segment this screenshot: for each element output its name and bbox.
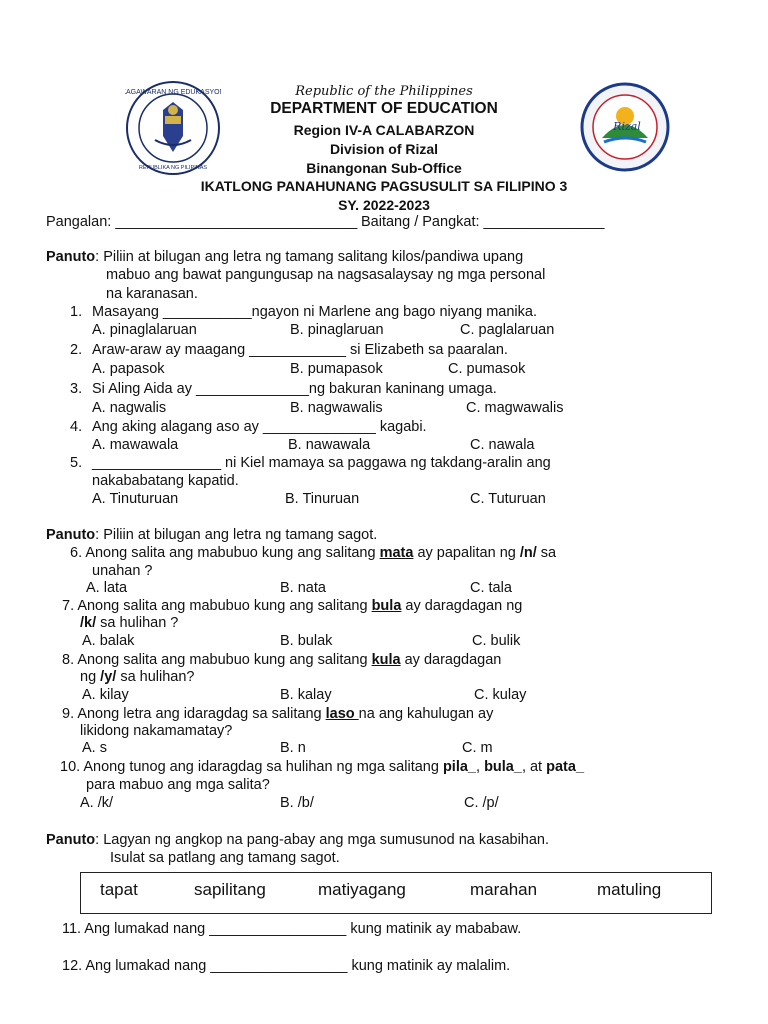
section1-instruction-line2: mabuo ang bawat pangungusap na nagsasalaysay ng mga personal [106,267,546,283]
q9-choice-a[interactable]: A. s [82,740,107,756]
q7-choice-c[interactable]: C. bulik [472,633,521,649]
question-10: 10. Anong tunog ang idaragdag sa hulihan ng mga salitang pila_, bula_, at pata_ [60,759,585,775]
q9-choice-c[interactable]: C. m [462,740,493,756]
question-6: 6. Anong salita ang mabubuo kung ang salitang mata ay papalitan ng /n/ sa [70,545,557,561]
q5-choice-b[interactable]: B. Tinuruan [285,491,360,507]
question-1: Masayang ___________ngayon ni Marlene ang bago niyang manika. [92,304,537,320]
q1-choice-a[interactable]: A. pinaglalaruan [92,322,197,338]
q5-choice-a[interactable]: A. Tinuturuan [92,491,179,507]
question-4: Ang aking alagang aso ay ______________ kagabi. [92,419,427,435]
svg-text:Rizal: Rizal [613,120,641,133]
instruction-text: : Lagyan ng angkop na pang-abay ang mga sumusunod na kasabihan. [95,832,550,848]
republic-line: Republic of the Philippines [295,84,473,99]
question-12: 12. Ang lumakad nang _________________ kung matinik ay malalim. [62,958,511,974]
word-bank-item: sapilitang [194,880,266,899]
exam-title: IKATLONG PANAHUNANG PAGSUSULIT SA FILIPINO 3 [200,178,568,194]
q9-choice-b[interactable]: B. n [280,740,306,756]
question-9: 9. Anong letra ang idaragdag sa salitang laso na ang kahulugan ay [62,706,494,722]
q10-choice-a[interactable]: A. /k/ [80,795,114,811]
question-number: 1. [70,304,83,320]
question-3: Si Aling Aida ay ______________ng bakuran kaninang umaga. [92,381,497,397]
question-10-line2: para mabuo ang mga salita? [86,777,270,793]
keyword: kula [371,652,401,668]
q3-choice-c[interactable]: C. magwawalis [466,400,564,416]
q2-choice-b[interactable]: B. pumapasok [290,361,383,377]
letter: /k/ [80,615,97,631]
question-number: 3. [70,381,83,397]
question-5-line2: nakababatang kapatid. [92,473,239,489]
keyword: pata_ [546,759,585,775]
question-7: 7. Anong salita ang mabubuo kung ang salitang bula ay daragdagan ng [62,598,523,614]
q8-choice-c[interactable]: C. kulay [474,687,527,703]
q1-choice-c[interactable]: C. paglalaruan [460,322,555,338]
school-year: SY. 2022-2023 [338,197,430,213]
keyword: bula_ [484,759,522,775]
region-line: Region IV-A CALABARZON [293,122,475,138]
q2-choice-c[interactable]: C. pumasok [448,361,526,377]
q7-choice-b[interactable]: B. bulak [280,633,333,649]
question-6-line2: unahan ? [92,563,153,579]
question-2: Araw-araw ay maagang ____________ si Elizabeth sa paaralan. [92,342,508,358]
q5-choice-c[interactable]: C. Tuturuan [470,491,546,507]
q10-choice-c[interactable]: C. /p/ [464,795,499,811]
question-5: ________________ ni Kiel mamaya sa paggawa ng takdang-aralin ang [92,455,551,471]
section3-instruction-line2: Isulat sa patlang ang tamang sagot. [110,850,340,866]
instruction-text: : Piliin at bilugan ang letra ng tamang salitang kilos/pandiwa upang [95,249,524,265]
q6-choice-c[interactable]: C. tala [470,580,512,596]
q4-choice-c[interactable]: C. nawala [470,437,535,453]
q4-choice-b[interactable]: B. nawawala [288,437,371,453]
q10-choice-b[interactable]: B. /b/ [280,795,314,811]
q7-choice-a[interactable]: A. balak [82,633,135,649]
question-number: 5. [70,455,83,471]
panuto-label: Panuto [46,249,96,265]
q3-choice-a[interactable]: A. nagwalis [92,400,167,416]
division-line: Division of Rizal [329,141,439,157]
question-9-line2: likidong nakamamatay? [80,723,233,739]
name-field: Pangalan: ______________________________ [46,214,358,230]
panuto-label: Panuto [46,527,96,543]
q3-choice-b[interactable]: B. nagwawalis [290,400,383,416]
letter: /n/ [519,545,537,561]
letter: /y/ [100,669,117,685]
suboffice-line: Binangonan Sub-Office [306,160,462,176]
q1-choice-b[interactable]: B. pinaglaruan [290,322,384,338]
question-number: 4. [70,419,83,435]
question-8-line2: ng /y/ sa hulihan? [80,669,195,685]
section1-instruction [46,249,523,265]
section1-instruction-line3: na karanasan. [106,286,198,302]
q6-choice-a[interactable]: A. lata [86,580,128,596]
word-bank-item: marahan [470,880,538,899]
question-number: 2. [70,342,83,358]
q8-choice-b[interactable]: B. kalay [280,687,332,703]
grade-section-field: Baitang / Pangkat: _______________ [361,214,605,230]
svg-text:KAGAWARAN NG EDUKASYON: KAGAWARAN NG EDUKASYON [125,89,221,96]
panuto-label: Panuto [46,832,96,848]
svg-text:REPUBLIKA NG PILIPINAS: REPUBLIKA NG PILIPINAS [138,165,208,171]
keyword: laso [325,706,359,722]
keyword: pila_ [442,759,476,775]
question-11: 11. Ang lumakad nang _________________ kung matinik ay mababaw. [62,921,522,937]
question-8: 8. Anong salita ang mabubuo kung ang salitang kula ay daragdagan [62,652,502,668]
keyword: bula [371,598,402,614]
q2-choice-a[interactable]: A. papasok [92,361,165,377]
keyword: mata [379,545,414,561]
section2-instruction [46,527,377,543]
q4-choice-a[interactable]: A. mawawala [92,437,179,453]
word-bank-item: matuling [597,880,662,899]
word-bank-item: matiyagang [318,880,406,899]
word-bank-item: tapat [100,880,138,899]
q8-choice-a[interactable]: A. kilay [82,687,129,703]
department-title: DEPARTMENT OF EDUCATION [270,100,498,117]
section3-instruction [46,832,549,848]
question-7-line2: /k/ sa hulihan ? [80,615,179,631]
instruction-text: : Piliin at bilugan ang letra ng tamang sagot. [95,527,378,543]
q6-choice-b[interactable]: B. nata [280,580,326,596]
